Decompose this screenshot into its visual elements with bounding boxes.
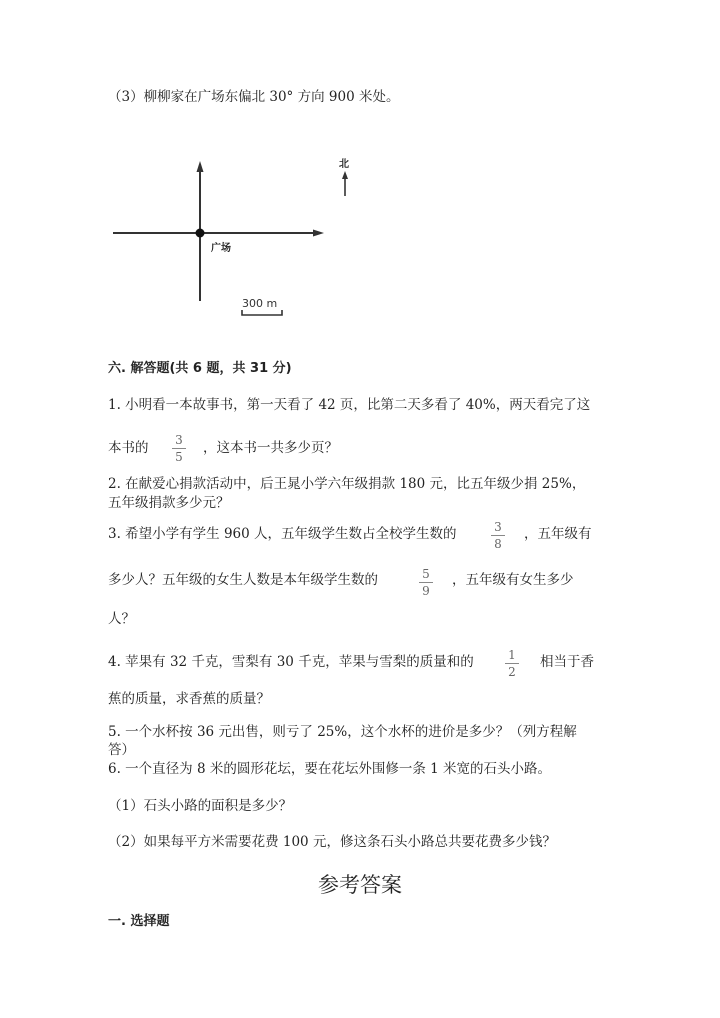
q1-fraction: $\frac{3}{5}$ <box>172 433 186 464</box>
q4-line1a: 4. 苹果有 32 千克，雪梨有 30 千克，苹果与雪梨的质量和的 <box>108 654 474 670</box>
question-5-3-text: （3）柳柳家在广场东偏北 30° 方向 900 米处。 <box>108 89 400 105</box>
q3-line1a: 3. 希望小学有学生 960 人，五年级学生数占全校学生数的 <box>108 526 457 542</box>
q1-line2a: 本书的 <box>108 440 149 456</box>
q4-fraction: $\frac{1}{2}$ <box>505 648 519 679</box>
answers-section1: 一. 选择题 <box>108 914 170 929</box>
q4-line1b: 相当于香 <box>540 654 594 670</box>
q2-line1: 2. 在献爱心捐款活动中，后王晁小学六年级捐款 180 元，比五年级少捐 25%， <box>108 476 586 492</box>
q3-line3: 人？ <box>108 611 135 627</box>
q3-line2a: 多少人？五年级的女生人数是本年级学生数的 <box>108 572 378 588</box>
q6-line1: 6. 一个直径为 8 米的圆形花坛，要在花坛外围修一条 1 米宽的石头小路。 <box>108 761 552 777</box>
q1-line2b: ，这本书一共多少页？ <box>203 440 338 456</box>
q4-line2: 蕉的质量，求香蕉的质量？ <box>108 691 270 707</box>
q6-sub1: （1）石头小路的面积是多少？ <box>108 798 293 814</box>
q2-line2: 五年级捐款多少元？ <box>108 495 230 511</box>
q5-line1: 5. 一个水杯按 36 元出售，则亏了 25%，这个水杯的进价是多少？（列方程解 <box>108 724 577 740</box>
q3-line2b: ，五年级有女生多少 <box>452 572 574 588</box>
q3-line1b: ，五年级有 <box>524 526 592 542</box>
direction-diagram <box>0 0 720 340</box>
north-label: 北 <box>339 159 349 170</box>
section6-heading: 六. 解答题(共 6 题，共 31 分) <box>108 361 292 376</box>
q3-fraction2: $\frac{5}{9}$ <box>419 567 433 598</box>
q6-sub2: （2）如果每平方米需要花费 100 元，修这条石头小路总共要花费多少钱？ <box>108 834 556 850</box>
answers-title: 参考答案 <box>318 873 402 897</box>
origin-label: 广场 <box>211 243 231 254</box>
scale-label: 300 m <box>242 297 278 310</box>
q5-line2: 答） <box>108 742 135 758</box>
q3-fraction1: $\frac{3}{8}$ <box>491 520 505 551</box>
q1-line1: 1. 小明看一本故事书，第一天看了 42 页，比第二天多看了 40%，两天看完了这 <box>108 397 591 413</box>
